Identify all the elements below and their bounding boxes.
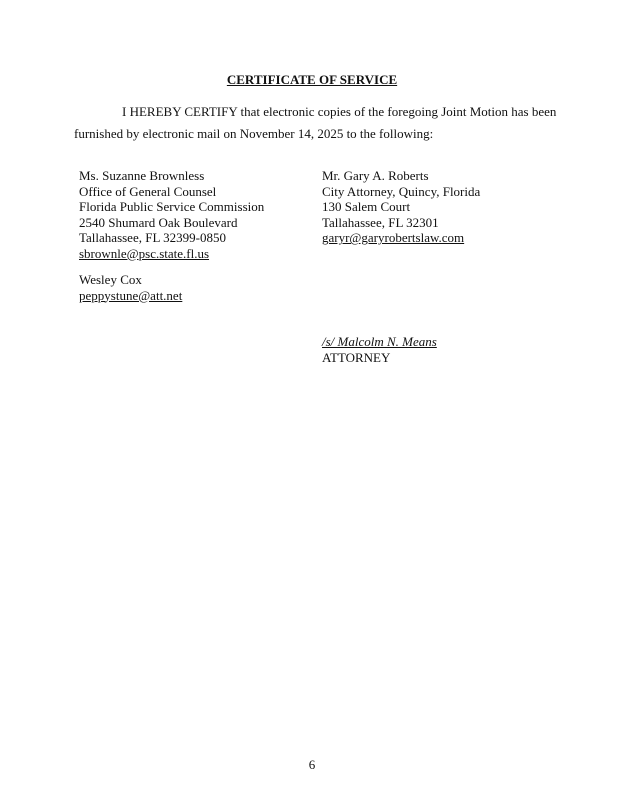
- recipient-street: 130 Salem Court: [322, 199, 411, 215]
- recipient-email-link[interactable]: peppystune@att.net: [79, 287, 183, 303]
- recipient-street: 2540 Shumard Oak Boulevard: [79, 214, 238, 230]
- certification-text: I HEREBY CERTIFY that electronic copies of the foregoing Joint Motion has been furnished by electronic mail on November 14, 2025 to the following:: [74, 104, 557, 141]
- recipient-name: Mr. Gary A. Roberts: [322, 168, 429, 183]
- signature-block: [322, 334, 437, 365]
- signer-title: ATTORNEY: [322, 349, 391, 365]
- recipient-email-link[interactable]: sbrownle@psc.state.fl.us: [79, 245, 210, 261]
- recipient-organization: Florida Public Service Commission: [79, 199, 265, 215]
- page-title: CERTIFICATE OF SERVICE: [226, 72, 398, 87]
- page-number: 6: [308, 757, 316, 772]
- recipient-block-right: [322, 168, 480, 246]
- recipient-email-link[interactable]: garyr@garyrobertslaw.com: [322, 230, 465, 246]
- recipient-name: Wesley Cox: [79, 272, 142, 287]
- recipient-office: Office of General Counsel: [79, 183, 217, 199]
- recipient-block-left: [79, 168, 264, 262]
- certification-paragraph: [74, 101, 574, 145]
- recipient-block-second: [79, 272, 182, 303]
- electronic-signature: /s/ Malcolm N. Means: [322, 334, 437, 349]
- recipient-city: Tallahassee, FL 32301: [322, 214, 439, 230]
- recipient-city: Tallahassee, FL 32399-0850: [79, 230, 226, 246]
- recipient-title: City Attorney, Quincy, Florida: [322, 183, 481, 199]
- recipient-name: Ms. Suzanne Brownless: [79, 168, 205, 183]
